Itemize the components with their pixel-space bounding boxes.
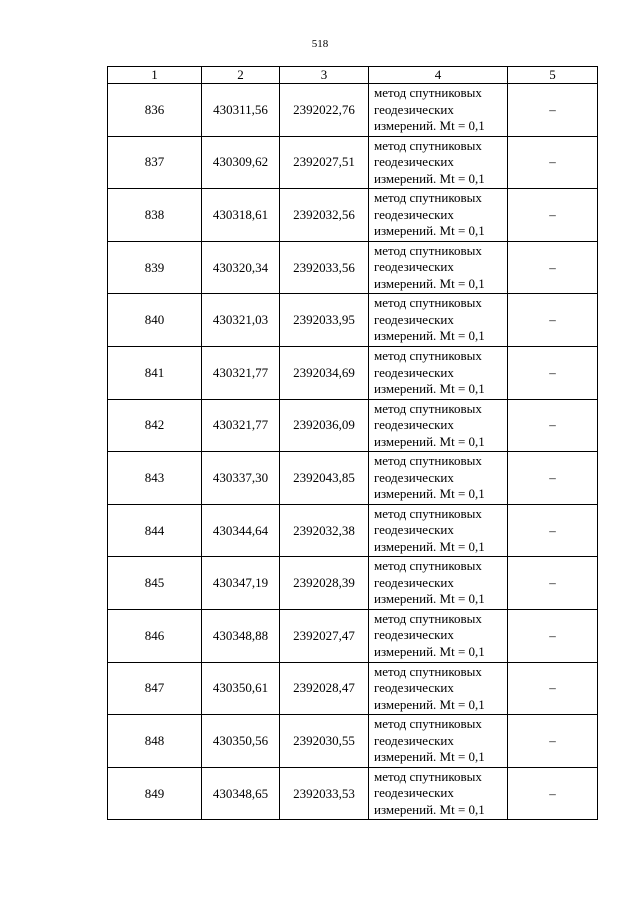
coordinate-y: 2392034,69 xyxy=(280,346,369,399)
coordinate-x: 430347,19 xyxy=(202,557,280,610)
method-line-1: метод спутниковых xyxy=(374,137,482,153)
method-line-1: метод спутниковых xyxy=(374,242,482,258)
method-description xyxy=(369,189,508,242)
table-row xyxy=(108,609,598,662)
table-row xyxy=(108,504,598,557)
column-5-value: – xyxy=(508,294,598,347)
coordinate-x: 430350,61 xyxy=(202,662,280,715)
table-row xyxy=(108,346,598,399)
coordinate-x: 430344,64 xyxy=(202,504,280,557)
column-5-value: – xyxy=(508,84,598,137)
method-line-1: метод спутниковых xyxy=(374,453,482,469)
method-line-3: измерений. Mt = 0,1 xyxy=(374,275,485,291)
coordinate-y: 2392027,51 xyxy=(280,136,369,189)
table-row xyxy=(108,136,598,189)
method-line-1: метод спутниковых xyxy=(374,190,482,206)
method-line-1: метод спутниковых xyxy=(374,663,482,679)
coordinate-y: 2392022,76 xyxy=(280,84,369,137)
method-line-2: геодезических xyxy=(374,417,454,433)
method-line-3: измерений. Mt = 0,1 xyxy=(374,486,485,502)
column-5-value: – xyxy=(508,399,598,452)
column-header-2: 2 xyxy=(202,67,280,84)
column-5-value: – xyxy=(508,557,598,610)
coordinate-y: 2392030,55 xyxy=(280,715,369,768)
coordinate-y: 2392033,53 xyxy=(280,767,369,820)
method-line-1: метод спутниковых xyxy=(374,768,482,784)
point-number: 842 xyxy=(108,399,202,452)
coordinate-x: 430348,88 xyxy=(202,609,280,662)
method-line-3: измерений. Mt = 0,1 xyxy=(374,749,485,765)
header-row xyxy=(108,67,598,84)
method-line-2: геодезических xyxy=(374,732,454,748)
table-row xyxy=(108,662,598,715)
table-body xyxy=(108,84,598,820)
point-number: 849 xyxy=(108,767,202,820)
method-line-3: измерений. Mt = 0,1 xyxy=(374,328,485,344)
method-line-1: метод спутниковых xyxy=(374,505,482,521)
method-line-3: измерений. Mt = 0,1 xyxy=(374,696,485,712)
method-line-1: метод спутниковых xyxy=(374,348,482,364)
point-number: 847 xyxy=(108,662,202,715)
method-line-1: метод спутниковых xyxy=(374,400,482,416)
method-description xyxy=(369,241,508,294)
method-line-2: геодезических xyxy=(374,206,454,222)
column-5-value: – xyxy=(508,241,598,294)
coordinate-x: 430321,77 xyxy=(202,399,280,452)
coordinate-x: 430337,30 xyxy=(202,452,280,505)
method-line-2: геодезических xyxy=(374,785,454,801)
coordinate-y: 2392033,56 xyxy=(280,241,369,294)
method-line-2: геодезических xyxy=(374,364,454,380)
method-line-3: измерений. Mt = 0,1 xyxy=(374,381,485,397)
column-5-value: – xyxy=(508,609,598,662)
coordinate-x: 430311,56 xyxy=(202,84,280,137)
point-number: 840 xyxy=(108,294,202,347)
method-line-2: геодезических xyxy=(374,627,454,643)
table-row xyxy=(108,294,598,347)
coordinate-x: 430309,62 xyxy=(202,136,280,189)
coordinate-x: 430348,65 xyxy=(202,767,280,820)
table-row xyxy=(108,241,598,294)
method-line-3: измерений. Mt = 0,1 xyxy=(374,538,485,554)
point-number: 846 xyxy=(108,609,202,662)
column-header-1: 1 xyxy=(108,67,202,84)
method-description xyxy=(369,557,508,610)
method-description xyxy=(369,136,508,189)
method-line-2: геодезических xyxy=(374,522,454,538)
method-description xyxy=(369,504,508,557)
method-line-2: геодезических xyxy=(374,154,454,170)
method-description xyxy=(369,346,508,399)
method-description xyxy=(369,84,508,137)
method-line-1: метод спутниковых xyxy=(374,610,482,626)
coordinate-x: 430350,56 xyxy=(202,715,280,768)
column-5-value: – xyxy=(508,715,598,768)
coordinate-x: 430321,03 xyxy=(202,294,280,347)
column-5-value: – xyxy=(508,504,598,557)
method-line-1: метод спутниковых xyxy=(374,295,482,311)
method-line-2: геодезических xyxy=(374,574,454,590)
coordinate-y: 2392043,85 xyxy=(280,452,369,505)
column-5-value: – xyxy=(508,452,598,505)
table-row xyxy=(108,189,598,242)
method-description xyxy=(369,609,508,662)
coordinate-y: 2392028,39 xyxy=(280,557,369,610)
table-row xyxy=(108,399,598,452)
coordinate-y: 2392027,47 xyxy=(280,609,369,662)
coordinate-y: 2392032,56 xyxy=(280,189,369,242)
column-header-4: 4 xyxy=(369,67,508,84)
page-number: 518 xyxy=(311,38,329,50)
method-line-1: метод спутниковых xyxy=(374,85,482,101)
coordinates-table xyxy=(107,66,598,820)
column-5-value: – xyxy=(508,662,598,715)
table-row xyxy=(108,767,598,820)
column-5-value: – xyxy=(508,767,598,820)
method-line-2: геодезических xyxy=(374,101,454,117)
method-line-2: геодезических xyxy=(374,469,454,485)
method-line-2: геодезических xyxy=(374,311,454,327)
column-header-3: 3 xyxy=(280,67,369,84)
method-description xyxy=(369,294,508,347)
coordinate-y: 2392028,47 xyxy=(280,662,369,715)
point-number: 839 xyxy=(108,241,202,294)
method-line-3: измерений. Mt = 0,1 xyxy=(374,223,485,239)
point-number: 836 xyxy=(108,84,202,137)
column-5-value: – xyxy=(508,136,598,189)
method-description xyxy=(369,662,508,715)
method-description xyxy=(369,767,508,820)
table-row xyxy=(108,452,598,505)
method-line-3: измерений. Mt = 0,1 xyxy=(374,643,485,659)
method-description xyxy=(369,399,508,452)
table-row xyxy=(108,715,598,768)
method-line-2: геодезических xyxy=(374,680,454,696)
method-line-1: метод спутниковых xyxy=(374,558,482,574)
table-row xyxy=(108,84,598,137)
table-row xyxy=(108,557,598,610)
coordinate-x: 430321,77 xyxy=(202,346,280,399)
method-line-3: измерений. Mt = 0,1 xyxy=(374,170,485,186)
point-number: 844 xyxy=(108,504,202,557)
point-number: 838 xyxy=(108,189,202,242)
method-line-1: метод спутниковых xyxy=(374,716,482,732)
point-number: 837 xyxy=(108,136,202,189)
coordinate-y: 2392033,95 xyxy=(280,294,369,347)
method-line-3: измерений. Mt = 0,1 xyxy=(374,433,485,449)
method-description xyxy=(369,715,508,768)
method-description xyxy=(369,452,508,505)
method-line-3: измерений. Mt = 0,1 xyxy=(374,118,485,134)
column-5-value: – xyxy=(508,346,598,399)
point-number: 848 xyxy=(108,715,202,768)
point-number: 845 xyxy=(108,557,202,610)
column-header-5: 5 xyxy=(508,67,598,84)
coordinate-x: 430320,34 xyxy=(202,241,280,294)
coordinate-x: 430318,61 xyxy=(202,189,280,242)
column-5-value: – xyxy=(508,189,598,242)
table-header xyxy=(108,67,598,84)
coordinate-y: 2392032,38 xyxy=(280,504,369,557)
method-line-2: геодезических xyxy=(374,259,454,275)
coordinate-y: 2392036,09 xyxy=(280,399,369,452)
method-line-3: измерений. Mt = 0,1 xyxy=(374,801,485,817)
point-number: 843 xyxy=(108,452,202,505)
method-line-3: измерений. Mt = 0,1 xyxy=(374,591,485,607)
point-number: 841 xyxy=(108,346,202,399)
